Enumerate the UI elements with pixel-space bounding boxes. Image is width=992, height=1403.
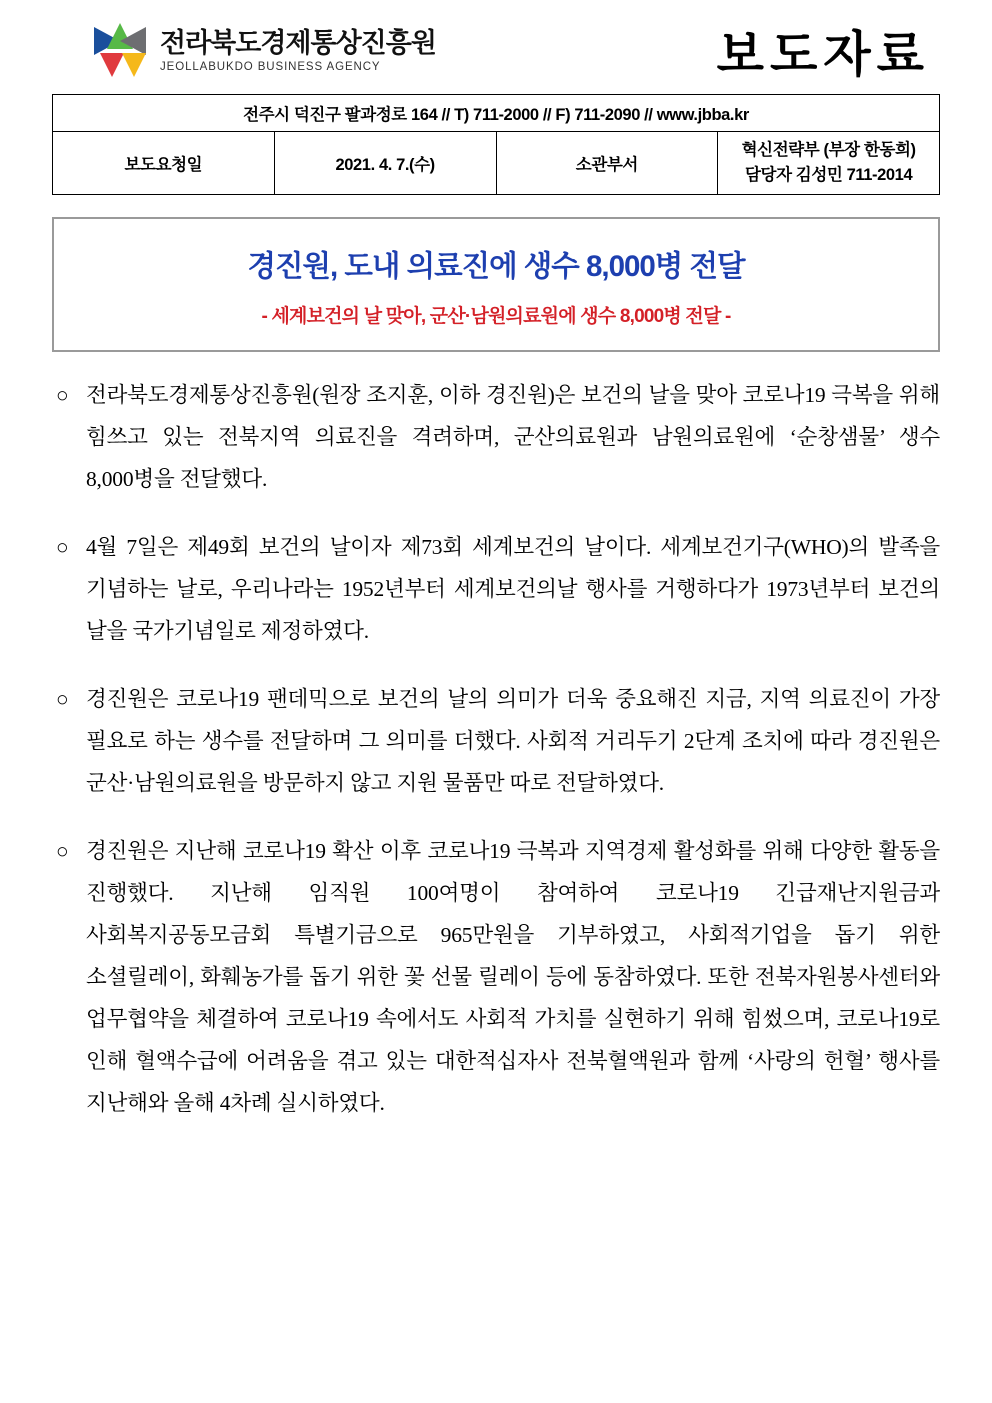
- paragraph-text: 경진원은 코로나19 팬데믹으로 보건의 날의 의미가 더욱 중요해진 지금, 지역 의료진이 가장 필요로 하는 생수를 전달하며 그 의미를 더했다. 사회적 거리두기 2단계 조치에 따라 경진원은 군산·남원의료원을 방문하지 않고 지원 물품만 따로 전달하였다.: [86, 686, 940, 795]
- paragraph-text: 전라북도경제통상진흥원(원장 조지훈, 이하 경진원)은 보건의 날을 맞아 코로나19 극복을 위해 힘쓰고 있는 전북지역 의료진을 격려하며, 군산의료원과 남원의료원에 ‘순창샘물’ 생수 8,000병을 전달했다.: [86, 382, 940, 491]
- paragraph: [52, 830, 940, 1124]
- document-type-title: 보도자료: [716, 28, 930, 82]
- article-body: [52, 374, 940, 1124]
- jbba-pinwheel-logo-icon: [94, 23, 150, 79]
- bullet-icon: ○: [56, 382, 69, 407]
- brand-name-korean: 전라북도경제통상진흥원: [160, 28, 436, 59]
- headline-main: 경진원, 도내 의료진에 생수 8,000병 전달: [247, 249, 745, 283]
- department-manager: 담당자 김성민 711-2014: [745, 165, 913, 184]
- request-date-value: 2021. 4. 7.(수): [274, 132, 496, 195]
- paragraph-text: 4월 7일은 제49회 보건의 날이자 제73회 세계보건의 날이다. 세계보건기구(WHO)의 발족을 기념하는 날로, 우리나라는 1952년부터 세계보건의날 행사를 거행하다가 1973년부터 보건의 날을 국가기념일로 제정하였다.: [86, 534, 940, 643]
- document-header: [52, 8, 940, 94]
- bullet-icon: ○: [56, 534, 69, 559]
- paragraph: [52, 526, 940, 652]
- table-row-meta: [53, 132, 940, 195]
- table-row-address: [53, 95, 940, 132]
- bullet-icon: ○: [56, 686, 69, 711]
- paragraph-text: 경진원은 지난해 코로나19 확산 이후 코로나19 극복과 지역경제 활성화를 위해 다양한 활동을 진행했다. 지난해 임직원 100여명이 참여하여 코로나19 긴급재난지원금과 사회복지공동모금회 특별기금으로 965만원을 기부하였고, 사회적기업을 돕기 위한 소셜릴레이, 화훼농가를 돕기 위한 꽃 선물 릴레이 등에 동참하였다. 또한 전북자원봉사센터와 업무협약을 체결하여 코로나19 속에서도 사회적 가치를 실현하기 위해 힘썼으며, 코로나19로 인해 혈액수급에 어려움을 겪고 있는 대한적십자사 전북혈액원과 함께 ‘사랑의 헌혈’ 행사를 지난해와 올해 4차례 실시하였다.: [86, 838, 940, 1115]
- brand-text: [160, 29, 436, 72]
- contact-info-table: [52, 94, 940, 195]
- department-contact: [718, 132, 940, 195]
- brand-name-english: JEOLLABUKDO BUSINESS AGENCY: [160, 60, 381, 73]
- department-label: 소관부서: [496, 132, 718, 195]
- headline-subtitle: - 세계보건의 날 맞아, 군산·남원의료원에 생수 8,000병 전달 -: [261, 305, 731, 327]
- bullet-icon: ○: [56, 838, 69, 863]
- headline-box: [52, 217, 940, 352]
- department-name: 혁신전략부 (부장 한동희): [741, 141, 916, 159]
- agency-brand: [94, 23, 436, 79]
- paragraph: [52, 678, 940, 804]
- paragraph: [52, 374, 940, 500]
- address-line: 전주시 덕진구 팔과정로 164 // T) 711-2000 // F) 711-2090 // www.jbba.kr: [53, 95, 940, 132]
- request-date-label: 보도요청일: [53, 132, 275, 195]
